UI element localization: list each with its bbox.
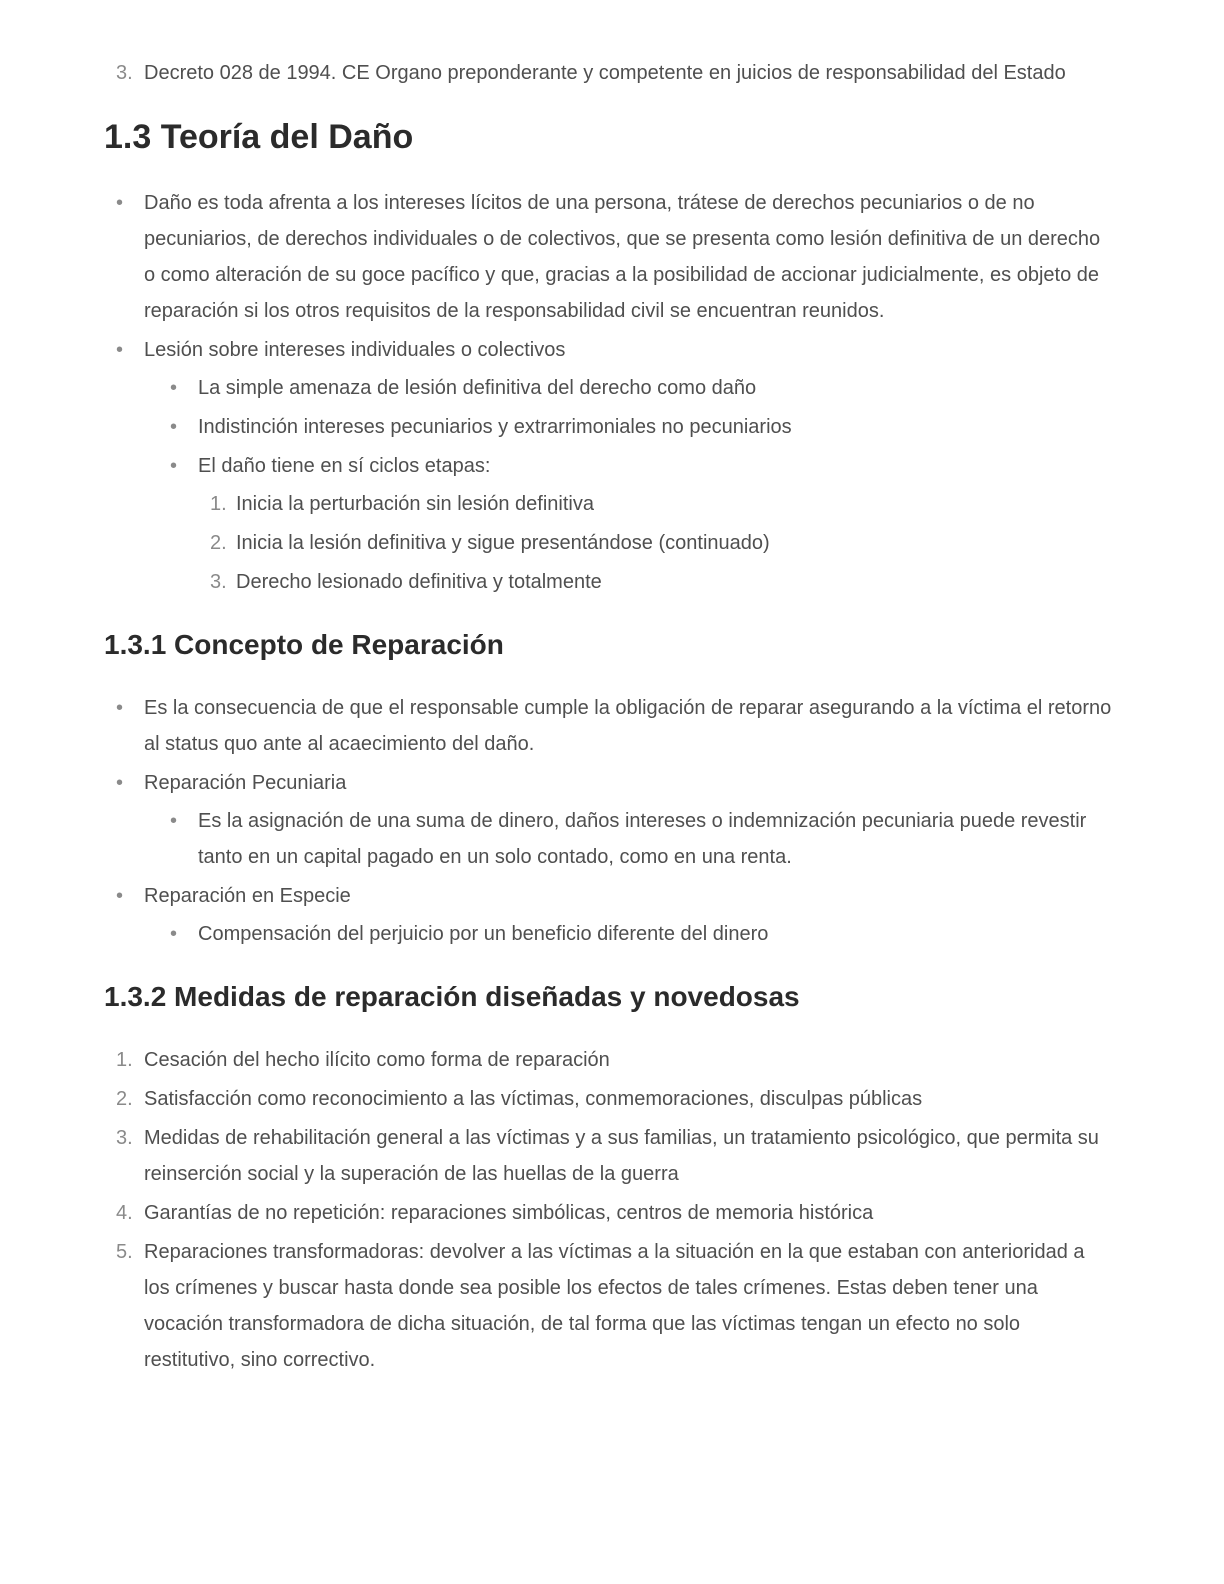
list-item <box>158 803 1114 875</box>
list-item <box>158 370 1114 406</box>
list-item <box>104 1234 1114 1378</box>
list-item-text: Cesación del hecho ilícito como forma de reparación <box>144 1049 610 1071</box>
list-item <box>158 448 1114 600</box>
list-item-text: Medidas de rehabilitación general a las víctimas y a sus familias, un tratamiento psicológico, que permita su reinserción social y la superación de las huellas de la guerra <box>144 1127 1099 1185</box>
list-item <box>198 564 1114 600</box>
list-number: 4. <box>116 1202 133 1224</box>
list-item-text: Daño es toda afrenta a los intereses lícitos de una persona, trátese de derechos pecuniarios o de no pecuniarios, de derechos individuales o de colectivos, que se presenta como lesión definitiva de un derecho o como alteración de su goce pacífico y que, gracias a la posibilidad de accionar judicialmente, es objeto de reparación si los otros requisitos de la responsabilidad civil se encuentran reunidos. <box>144 192 1101 322</box>
concepto-reparacion-list <box>104 690 1114 952</box>
nested-list <box>144 803 1114 875</box>
list-number: 3. <box>210 571 227 593</box>
medidas-reparacion-list <box>104 1042 1114 1378</box>
list-item <box>104 1042 1114 1078</box>
nested-list <box>144 916 1114 952</box>
list-item <box>104 1081 1114 1117</box>
list-item-text: La simple amenaza de lesión definitiva del derecho como daño <box>198 377 757 399</box>
list-item <box>104 332 1114 600</box>
list-item <box>198 525 1114 561</box>
bullet-icon: • <box>170 923 178 945</box>
list-number: 2. <box>116 1088 133 1110</box>
list-item-text: Inicia la lesión definitiva y sigue presentándose (continuado) <box>236 532 770 554</box>
list-item-text: Inicia la perturbación sin lesión definitiva <box>236 493 594 515</box>
list-item-text: Derecho lesionado definitiva y totalmente <box>236 571 602 593</box>
list-number: 5. <box>116 1241 133 1263</box>
list-item-text: Reparaciones transformadoras: devolver a las víctimas a la situación en la que estaban con anterioridad a los crímenes y buscar hasta donde sea posible los efectos de tales crímenes. Estas deben tener una vocación transformadora de dicha situación, de tal forma que las víctimas tengan un efecto no solo restitutivo, sino correctivo. <box>144 1241 1085 1371</box>
bullet-icon: • <box>116 885 124 907</box>
list-item <box>158 409 1114 445</box>
list-item-text: Garantías de no repetición: reparaciones simbólicas, centros de memoria histórica <box>144 1202 874 1224</box>
bullet-icon: • <box>170 810 178 832</box>
list-item-text: Compensación del perjuicio por un beneficio diferente del dinero <box>198 923 769 945</box>
bullet-icon: • <box>116 339 124 361</box>
list-number: 1. <box>210 493 227 515</box>
top-numbered-list <box>104 55 1114 91</box>
list-item <box>104 1195 1114 1231</box>
bullet-icon: • <box>116 772 124 794</box>
bullet-icon: • <box>170 455 178 477</box>
list-item-text: Satisfacción como reconocimiento a las víctimas, conmemoraciones, disculpas públicas <box>144 1088 923 1110</box>
list-item <box>104 185 1114 329</box>
list-item-text: Reparación en Especie <box>144 885 351 907</box>
list-item-text: Reparación Pecuniaria <box>144 772 347 794</box>
list-item <box>104 690 1114 762</box>
list-number: 1. <box>116 1049 133 1071</box>
list-number: 3. <box>116 62 133 84</box>
section-heading-medidas-de-reparacion: 1.3.2 Medidas de reparación diseñadas y novedosas <box>104 981 800 1012</box>
list-item-text: Es la asignación de una suma de dinero, daños intereses o indemnización pecuniaria puede revestir tanto en un capital pagado en un solo contado, como en una renta. <box>198 810 1087 868</box>
nested-list <box>144 370 1114 600</box>
teoria-del-dano-list <box>104 185 1114 600</box>
list-item-text: Indistinción intereses pecuniarios y extrarrimoniales no pecuniarios <box>198 416 792 438</box>
bullet-icon: • <box>116 192 124 214</box>
bullet-icon: • <box>116 697 124 719</box>
list-item <box>104 1120 1114 1192</box>
list-item <box>104 55 1114 91</box>
list-item <box>198 486 1114 522</box>
list-item <box>104 765 1114 875</box>
list-item-text: Es la consecuencia de que el responsable cumple la obligación de reparar asegurando a la víctima el retorno al status quo ante al acaecimiento del daño. <box>144 697 1112 755</box>
nested-numbered-list <box>198 486 1114 600</box>
bullet-icon: • <box>170 416 178 438</box>
list-item-text: El daño tiene en sí ciclos etapas: <box>198 455 491 477</box>
bullet-icon: • <box>170 377 178 399</box>
list-item <box>104 878 1114 952</box>
list-number: 2. <box>210 532 227 554</box>
list-item-text: Decreto 028 de 1994. CE Organo preponderante y competente en juicios de responsabilidad del Estado <box>144 62 1066 84</box>
list-item-text: Lesión sobre intereses individuales o colectivos <box>144 339 566 361</box>
section-heading-teoria-del-dano: 1.3 Teoría del Daño <box>104 118 414 156</box>
list-number: 3. <box>116 1127 133 1149</box>
section-heading-concepto-de-reparacion: 1.3.1 Concepto de Reparación <box>104 629 504 660</box>
list-item <box>158 916 1114 952</box>
